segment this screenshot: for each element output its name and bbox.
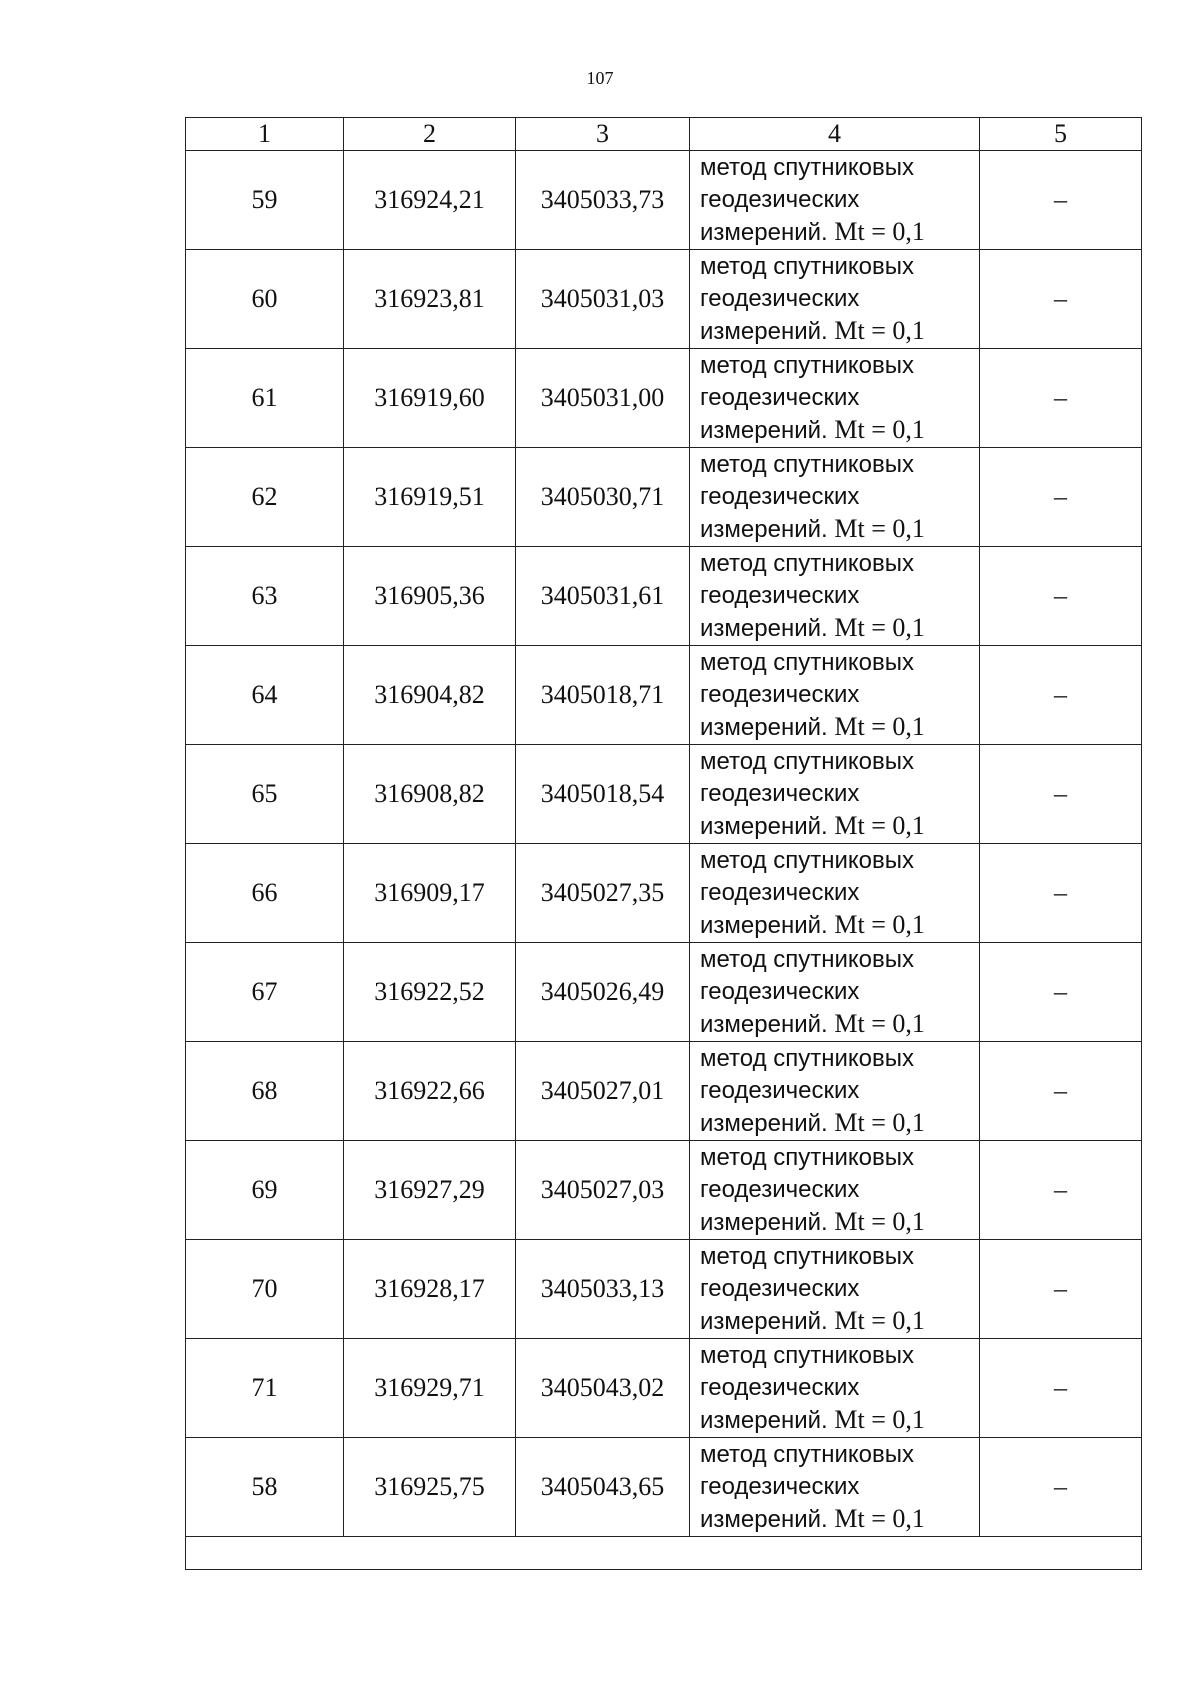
table-row — [186, 1042, 1142, 1141]
method-line-text: измерений. — [700, 911, 828, 939]
method-cell — [690, 250, 980, 349]
x-coordinate-cell: 316909,17 — [344, 844, 516, 943]
method-cell — [690, 646, 980, 745]
method-cell — [690, 943, 980, 1042]
accuracy-value: Mt = 0,1 — [834, 909, 925, 939]
method-line — [700, 216, 979, 249]
y-coordinate-cell: 3405031,03 — [516, 250, 690, 349]
point-number-cell: 70 — [186, 1240, 344, 1339]
method-line: геодезических — [700, 185, 860, 213]
y-coordinate-cell: 3405027,01 — [516, 1042, 690, 1141]
x-coordinate-cell: 316924,21 — [344, 151, 516, 250]
table-row — [186, 646, 1142, 745]
table-row — [186, 844, 1142, 943]
accuracy-value: Mt = 0,1 — [834, 1503, 925, 1533]
method-line: метод спутниковых — [700, 450, 915, 478]
method-line: геодезических — [700, 1274, 860, 1302]
y-coordinate-cell: 3405027,35 — [516, 844, 690, 943]
method-cell — [690, 547, 980, 646]
x-coordinate-cell: 316922,52 — [344, 943, 516, 1042]
header-cell: 1 — [186, 118, 344, 151]
page-number: 107 — [586, 68, 614, 88]
table-row — [186, 1438, 1142, 1537]
method-line: метод спутниковых — [700, 252, 915, 280]
table-row — [186, 547, 1142, 646]
y-coordinate-cell: 3405018,54 — [516, 745, 690, 844]
note-cell: – — [980, 547, 1142, 646]
method-cell — [690, 349, 980, 448]
empty-footer-cell — [186, 1537, 1142, 1570]
x-coordinate-cell: 316927,29 — [344, 1141, 516, 1240]
x-coordinate-cell: 316928,17 — [344, 1240, 516, 1339]
point-number-cell: 63 — [186, 547, 344, 646]
note-cell: – — [980, 1240, 1142, 1339]
header-cell: 4 — [690, 118, 980, 151]
method-line: метод спутниковых — [700, 1143, 915, 1171]
y-coordinate-cell: 3405031,61 — [516, 547, 690, 646]
note-cell: – — [980, 646, 1142, 745]
method-line: геодезических — [700, 581, 860, 609]
point-number-cell: 71 — [186, 1339, 344, 1438]
note-cell: – — [980, 1438, 1142, 1537]
y-coordinate-cell: 3405043,02 — [516, 1339, 690, 1438]
note-cell: – — [980, 448, 1142, 547]
method-cell — [690, 844, 980, 943]
note-cell: – — [980, 745, 1142, 844]
method-line: метод спутниковых — [700, 945, 915, 973]
note-cell: – — [980, 349, 1142, 448]
method-line — [700, 414, 979, 447]
x-coordinate-cell: 316919,51 — [344, 448, 516, 547]
note-cell: – — [980, 1042, 1142, 1141]
accuracy-value: Mt = 0,1 — [834, 1404, 925, 1434]
point-number-cell: 64 — [186, 646, 344, 745]
method-line: метод спутниковых — [700, 1440, 915, 1468]
y-coordinate-cell: 3405026,49 — [516, 943, 690, 1042]
table-row — [186, 349, 1142, 448]
method-line — [700, 315, 979, 348]
method-cell — [690, 151, 980, 250]
table-body — [186, 118, 1142, 1570]
method-line-text: измерений. — [700, 1505, 828, 1533]
accuracy-value: Mt = 0,1 — [834, 1107, 925, 1137]
point-number-cell: 61 — [186, 349, 344, 448]
method-line: метод спутниковых — [700, 1044, 915, 1072]
y-coordinate-cell: 3405018,71 — [516, 646, 690, 745]
method-line: метод спутниковых — [700, 549, 915, 577]
method-line: метод спутниковых — [700, 648, 915, 676]
method-line: геодезических — [700, 284, 860, 312]
accuracy-value: Mt = 0,1 — [834, 1206, 925, 1236]
method-line: геодезических — [700, 1175, 860, 1203]
method-line — [700, 711, 979, 744]
method-line-text: измерений. — [700, 1010, 828, 1038]
y-coordinate-cell: 3405027,03 — [516, 1141, 690, 1240]
accuracy-value: Mt = 0,1 — [834, 414, 925, 444]
method-line: метод спутниковых — [700, 747, 915, 775]
x-coordinate-cell: 316929,71 — [344, 1339, 516, 1438]
header-row — [186, 118, 1142, 151]
method-line: геодезических — [700, 680, 860, 708]
y-coordinate-cell: 3405033,13 — [516, 1240, 690, 1339]
method-line: геодезических — [700, 977, 860, 1005]
method-line — [700, 1404, 979, 1437]
accuracy-value: Mt = 0,1 — [834, 513, 925, 543]
x-coordinate-cell: 316919,60 — [344, 349, 516, 448]
note-cell: – — [980, 1141, 1142, 1240]
x-coordinate-cell: 316923,81 — [344, 250, 516, 349]
header-cell: 5 — [980, 118, 1142, 151]
y-coordinate-cell: 3405043,65 — [516, 1438, 690, 1537]
y-coordinate-cell: 3405030,71 — [516, 448, 690, 547]
method-line-text: измерений. — [700, 1208, 828, 1236]
method-line — [700, 1107, 979, 1140]
method-line-text: измерений. — [700, 317, 828, 345]
header-cell: 3 — [516, 118, 690, 151]
point-number-cell: 59 — [186, 151, 344, 250]
method-line — [700, 810, 979, 843]
point-number-cell: 69 — [186, 1141, 344, 1240]
y-coordinate-cell: 3405031,00 — [516, 349, 690, 448]
note-cell: – — [980, 151, 1142, 250]
table-row — [186, 1240, 1142, 1339]
table-row — [186, 943, 1142, 1042]
accuracy-value: Mt = 0,1 — [834, 612, 925, 642]
note-cell: – — [980, 844, 1142, 943]
table-row — [186, 745, 1142, 844]
method-cell — [690, 1240, 980, 1339]
method-line — [700, 1503, 979, 1536]
x-coordinate-cell: 316925,75 — [344, 1438, 516, 1537]
method-line-text: измерений. — [700, 1109, 828, 1137]
method-line: метод спутниковых — [700, 153, 915, 181]
accuracy-value: Mt = 0,1 — [834, 1008, 925, 1038]
method-line-text: измерений. — [700, 1406, 828, 1434]
accuracy-value: Mt = 0,1 — [834, 711, 925, 741]
method-line: метод спутниковых — [700, 351, 915, 379]
method-line: геодезических — [700, 1076, 860, 1104]
empty-footer-row — [186, 1537, 1142, 1570]
accuracy-value: Mt = 0,1 — [834, 810, 925, 840]
method-line — [700, 612, 979, 645]
method-line-text: измерений. — [700, 713, 828, 741]
accuracy-value: Mt = 0,1 — [834, 1305, 925, 1335]
method-line-text: измерений. — [700, 614, 828, 642]
method-cell — [690, 745, 980, 844]
note-cell: – — [980, 943, 1142, 1042]
note-cell: – — [980, 250, 1142, 349]
point-number-cell: 67 — [186, 943, 344, 1042]
x-coordinate-cell: 316905,36 — [344, 547, 516, 646]
point-number-cell: 58 — [186, 1438, 344, 1537]
table-row — [186, 250, 1142, 349]
method-line: геодезических — [700, 779, 860, 807]
point-number-cell: 68 — [186, 1042, 344, 1141]
method-line: геодезических — [700, 482, 860, 510]
method-cell — [690, 448, 980, 547]
method-line — [700, 513, 979, 546]
point-number-cell: 65 — [186, 745, 344, 844]
accuracy-value: Mt = 0,1 — [834, 216, 925, 246]
point-number-cell: 62 — [186, 448, 344, 547]
method-line: геодезических — [700, 383, 860, 411]
method-line — [700, 909, 979, 942]
method-line-text: измерений. — [700, 812, 828, 840]
method-line — [700, 1008, 979, 1041]
method-line — [700, 1305, 979, 1338]
method-cell — [690, 1339, 980, 1438]
x-coordinate-cell: 316922,66 — [344, 1042, 516, 1141]
method-line-text: измерений. — [700, 1307, 828, 1335]
method-line: геодезических — [700, 878, 860, 906]
method-cell — [690, 1438, 980, 1537]
accuracy-value: Mt = 0,1 — [834, 315, 925, 345]
method-line-text: измерений. — [700, 416, 828, 444]
method-cell — [690, 1141, 980, 1240]
method-cell — [690, 1042, 980, 1141]
method-line — [700, 1206, 979, 1239]
table-row — [186, 448, 1142, 547]
coordinates-table — [185, 117, 1142, 1570]
header-cell: 2 — [344, 118, 516, 151]
method-line-text: измерений. — [700, 515, 828, 543]
point-number-cell: 66 — [186, 844, 344, 943]
note-cell: – — [980, 1339, 1142, 1438]
table-row — [186, 1339, 1142, 1438]
y-coordinate-cell: 3405033,73 — [516, 151, 690, 250]
method-line: метод спутниковых — [700, 846, 915, 874]
method-line: метод спутниковых — [700, 1341, 915, 1369]
table-row — [186, 1141, 1142, 1240]
table-row — [186, 151, 1142, 250]
x-coordinate-cell: 316908,82 — [344, 745, 516, 844]
method-line: геодезических — [700, 1373, 860, 1401]
point-number-cell: 60 — [186, 250, 344, 349]
method-line: геодезических — [700, 1472, 860, 1500]
method-line-text: измерений. — [700, 218, 828, 246]
method-line: метод спутниковых — [700, 1242, 915, 1270]
x-coordinate-cell: 316904,82 — [344, 646, 516, 745]
